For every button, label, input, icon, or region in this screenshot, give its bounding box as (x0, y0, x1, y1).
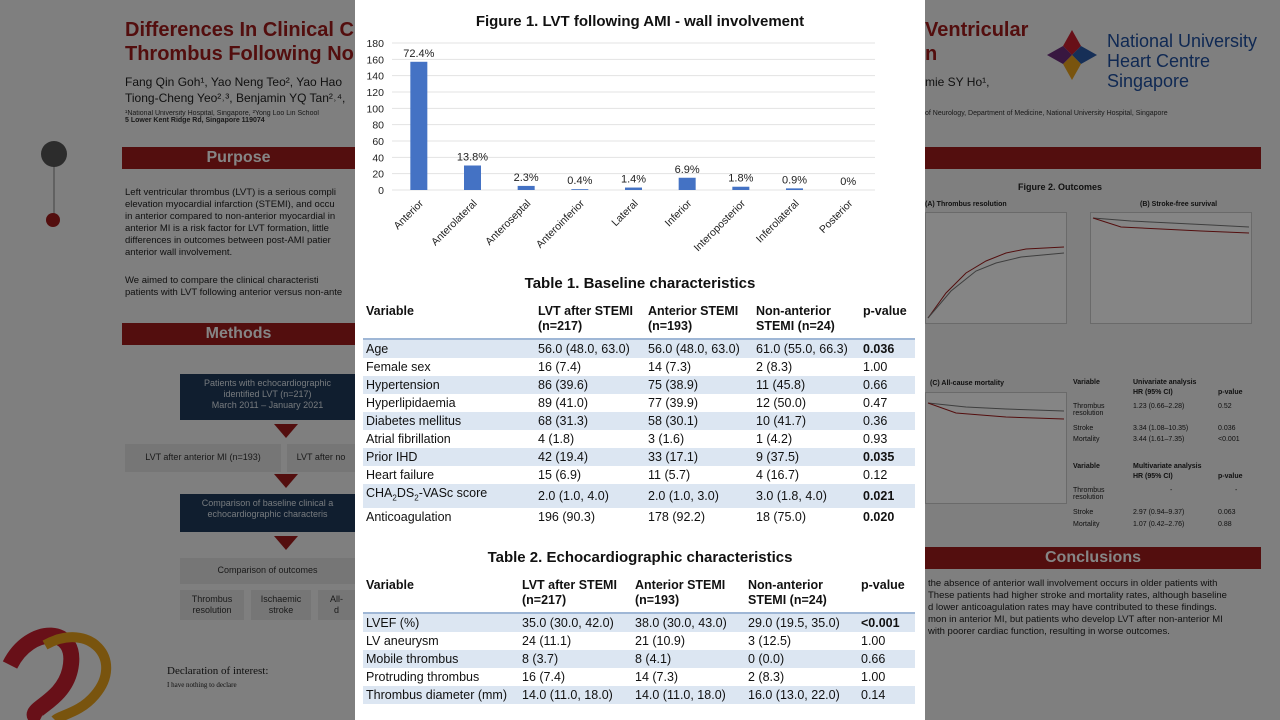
table1-header: Non-anterior STEMI (n=24) (756, 304, 835, 333)
bar-lateral (625, 188, 642, 190)
table-cell: 0.035 (863, 450, 895, 464)
figure2-c-label: (C) All-cause mortality (930, 380, 1005, 387)
table-cell: 14.0 (11.0, 18.0) (522, 688, 613, 702)
uni-header-variable: Variable (1073, 379, 1100, 386)
flow-box-line: March 2011 – January 2021 (211, 400, 324, 410)
table-cell: 3 (12.5) (748, 634, 792, 648)
flow-box-nonanterior: LVT after no (287, 444, 355, 472)
conclusions-line: These patients had higher stroke and mortality rates, although baseline (928, 590, 1227, 601)
table-cell: LV aneurysm (366, 634, 439, 648)
table-cell: 33 (17.1) (648, 450, 699, 464)
table2-header: LVT after STEMI (n=217) (522, 578, 617, 607)
y-tick-label: 180 (366, 38, 384, 50)
y-tick-label: 120 (366, 87, 384, 99)
uni-row-label: Mortality (1073, 436, 1100, 443)
table-cell-cha2ds2-vasc (363, 484, 535, 508)
table-cell: 12 (50.0) (756, 396, 807, 410)
table-cell: Hypertension (366, 378, 440, 392)
y-tick-label: 80 (372, 119, 384, 132)
y-tick-label: 140 (366, 70, 384, 83)
table-cell: 2 (8.3) (756, 360, 793, 374)
x-category-label: Interoposterior (691, 197, 748, 254)
table-cell: 0.036 (863, 342, 895, 356)
x-category-label: Anteroinferior (533, 197, 587, 251)
logo-line2: Heart Centre (1107, 51, 1211, 71)
table-cell: 0.47 (863, 396, 888, 410)
table-cell: Protruding thrombus (366, 670, 480, 684)
table-cell: 2 (8.3) (748, 670, 785, 684)
table-cell: 9 (37.5) (756, 450, 800, 464)
y-tick-label: 40 (372, 152, 384, 165)
table-cell: 1 (4.2) (756, 432, 793, 446)
multi-row-hr: - (1170, 487, 1173, 494)
table-cell: 21 (10.9) (635, 634, 686, 648)
flow-box-line: stroke (268, 605, 294, 615)
table-cell: 86 (39.6) (538, 378, 589, 392)
table2 (363, 578, 915, 704)
purpose-line: anterior wall involvement. (125, 247, 233, 258)
flow-box-line: identified LVT (n=217) (223, 389, 312, 399)
table-cell: 1.00 (861, 670, 886, 684)
multi-header-hr: HR (95% CI) (1133, 473, 1173, 480)
conclusions-line: d lower anticoagulation rates may have contributed to these findings. (928, 602, 1217, 613)
table-cell: Mobile thrombus (366, 652, 459, 666)
purpose-aim-line: patients with LVT following anterior versus non-ante (125, 287, 343, 298)
table-cell: 89 (41.0) (538, 396, 589, 410)
data-label: 0.4% (567, 175, 593, 188)
multi-row-label: Thrombus resolution (1073, 487, 1105, 501)
table-cell: 15 (6.9) (538, 468, 582, 482)
table-cell: 8 (4.1) (635, 652, 672, 666)
data-label: 0.9% (781, 174, 808, 187)
bar-anteroinferior (571, 189, 588, 190)
x-category-label: Anteroseptal (483, 197, 534, 248)
table-cell: 178 (92.2) (648, 509, 705, 524)
authors-left-line1: Fang Qin Goh¹, Yao Neng Teo², Yao Hao (125, 75, 343, 89)
table-row (363, 430, 915, 448)
data-label: 2.3% (513, 171, 539, 184)
figure1-bar-chart (355, 30, 925, 280)
table-row (363, 339, 915, 358)
cha-subscript: 2 (414, 493, 419, 503)
flow-box-line: Comparison of baseline clinical a (201, 498, 334, 508)
multi-row-hr: 1.07 (0.42–2.76) (1133, 521, 1185, 528)
data-label: 72.4% (403, 47, 435, 60)
table-cell: 3 (1.6) (648, 432, 685, 446)
table-cell: Diabetes mellitus (366, 414, 462, 428)
declaration-text: I have nothing to declare (167, 681, 237, 689)
uni-row-label: Stroke (1073, 425, 1094, 432)
table-cell: 3.0 (1.8, 4.0) (756, 488, 827, 503)
multi-row-label: Mortality (1073, 521, 1100, 528)
data-label: 6.9% (674, 163, 700, 176)
purpose-aim-line: We aimed to compare the clinical characteristi (125, 275, 319, 286)
table-cell: 24 (11.1) (522, 634, 572, 648)
multi-header-analysis: Multivariate analysis (1133, 463, 1202, 470)
table-cell: 58 (30.1) (648, 414, 699, 428)
table-cell: LVEF (%) (366, 616, 420, 630)
table2-title: Table 2. Echocardiographic characteristics (487, 549, 793, 566)
table-cell: 38.0 (30.0, 43.0) (635, 616, 727, 630)
table-cell: Hyperlipidaemia (366, 396, 456, 410)
table-row (363, 508, 915, 526)
uni-header-analysis: Univariate analysis (1133, 379, 1197, 386)
table-cell: 0.36 (863, 414, 888, 428)
affiliations-right: of Neurology, Department of Medicine, National University Hospital, Singapore (925, 110, 1168, 117)
uni-row-p: 0.036 (1218, 425, 1236, 432)
bar-anterior (410, 62, 427, 190)
uni-row-p: <0.001 (1218, 436, 1240, 443)
table-cell: 35.0 (30.0, 42.0) (522, 616, 614, 630)
table-cell: 4 (1.8) (538, 432, 575, 446)
conclusions-line: the absence of anterior wall involvement occurs in older patients with (928, 578, 1218, 589)
table-cell: 77 (39.9) (648, 396, 699, 410)
poster-title-right-line1: Ventricular (925, 19, 1029, 41)
x-category-label: Inferolateral (753, 197, 802, 246)
table-row (363, 686, 915, 704)
purpose-line: elevation myocardial infarction (STEMI), and occu (125, 199, 335, 210)
multi-header-p: p-value (1218, 473, 1243, 480)
uni-header-hr: HR (95% CI) (1133, 389, 1173, 396)
table-cell: 0 (0.0) (748, 652, 785, 666)
declaration-title: Declaration of interest: (167, 665, 269, 677)
table-cell: 56.0 (48.0, 63.0) (538, 342, 630, 356)
table-cell: 16 (7.4) (522, 670, 566, 684)
data-label: 13.8% (456, 151, 489, 164)
table-cell: 0.93 (863, 432, 888, 446)
table-cell: 2.0 (1.0, 3.0) (648, 488, 719, 503)
data-label: 1.4% (620, 173, 647, 186)
flow-box-line: resolution (192, 605, 232, 615)
table1-header: p-value (863, 304, 907, 318)
table1-header: Variable (366, 304, 414, 318)
y-tick-label: 20 (372, 168, 384, 181)
table-cell: 196 (90.3) (538, 509, 595, 524)
flow-box-anterior: LVT after anterior MI (n=193) (125, 444, 281, 472)
table1 (363, 304, 915, 526)
table1-header: LVT after STEMI (n=217) (538, 304, 633, 333)
cha-text: DS (396, 486, 415, 500)
multi-row-label: Stroke (1073, 509, 1094, 516)
table-cell: 4 (16.7) (756, 468, 800, 482)
bar-inferolateral (786, 188, 803, 190)
flow-box-line: d (333, 605, 339, 615)
purpose-line: in anterior compared to non-anterior myocardial in (125, 211, 336, 222)
table2-header: Non-anterior STEMI (n=24) (748, 578, 827, 607)
flow-box-line: Patients with echocardiographic (203, 378, 332, 388)
bar-anterolateral (464, 166, 481, 191)
bar-interoposterior (732, 187, 749, 190)
y-tick-label: 100 (366, 103, 384, 116)
table-cell: Thrombus diameter (mm) (366, 688, 507, 702)
multi-row-p: 0.063 (1218, 509, 1236, 516)
purpose-heading: Purpose (122, 147, 355, 169)
multi-row-p: 0.88 (1218, 521, 1232, 528)
x-category-label: Lateral (609, 197, 641, 229)
table-row (363, 412, 915, 430)
table1-header: Anterior STEMI (n=193) (648, 304, 739, 333)
table-cell: 75 (38.9) (648, 378, 699, 392)
y-tick-label: 160 (366, 54, 384, 67)
table-row (363, 632, 915, 650)
figure2-a-label: (A) Thrombus resolution (925, 201, 1007, 208)
table-cell: 42 (19.4) (538, 450, 589, 464)
data-label: 0% (840, 176, 857, 188)
table-cell: 8 (3.7) (522, 652, 559, 666)
multi-header-variable: Variable (1073, 463, 1100, 470)
table-cell: 16 (7.4) (538, 360, 582, 374)
table-row (363, 613, 915, 632)
table-cell: 14.0 (11.0, 18.0) (635, 688, 726, 702)
figure2-title: Figure 2. Outcomes (1018, 182, 1103, 192)
table-row (363, 466, 915, 484)
purpose-line: differences in outcomes between post-AMI patier (125, 235, 331, 246)
x-category-label: Anterior (391, 197, 426, 233)
table-row (363, 668, 915, 686)
conclusions-line: mon in anterior MI, but patients who develop LVT after non-anterior MI (928, 614, 1223, 625)
table-cell: 2.0 (1.0, 4.0) (538, 488, 609, 503)
figure2-b-label: (B) Stroke-free survival (1140, 201, 1218, 208)
table-cell: 14 (7.3) (635, 670, 679, 684)
flow-box-line: Ischaemic (260, 594, 302, 604)
table-cell: 0.66 (863, 378, 888, 392)
affiliations-left-line1: ¹National University Hospital, Singapore, ²Yong Loo Lin School (125, 110, 319, 117)
table2-header: Variable (366, 578, 414, 592)
table-cell: 68 (31.3) (538, 414, 589, 428)
table-cell: 11 (5.7) (648, 468, 691, 482)
cha-subscript: 2 (392, 493, 397, 503)
flow-box-line: echocardiographic characteris (207, 509, 328, 519)
conclusions-line: with poorer cardiac function, resulting in worse outcomes. (928, 626, 1170, 637)
cha-text: CHA (366, 486, 393, 500)
conclusions-heading: Conclusions (925, 547, 1261, 569)
uni-row-p: 0.52 (1218, 403, 1232, 410)
table-cell: Age (366, 342, 389, 356)
table1-header-row (363, 304, 915, 339)
authors-left-line2: Tiong-Cheng Yeo²˒³, Benjamin YQ Tan²˒⁴, (125, 91, 346, 105)
poster-title-right-line2: n (925, 43, 938, 65)
bar-anteroseptal (518, 186, 535, 190)
uni-header-p: p-value (1218, 389, 1243, 396)
table-cell: 14 (7.3) (648, 360, 692, 374)
affiliations-left-line2: 5 Lower Kent Ridge Rd, Singapore 119074 (125, 117, 265, 124)
purpose-line: Left ventricular thrombus (LVT) is a serious compli (125, 187, 337, 198)
table-cell: 29.0 (19.5, 35.0) (748, 616, 840, 630)
table-cell: 0.14 (861, 688, 886, 702)
table-cell: Prior IHD (366, 450, 418, 464)
authors-right: mie SY Ho¹, (925, 75, 990, 89)
table1-title: Table 1. Baseline characteristics (524, 275, 756, 292)
uni-row-label: Thrombus resolution (1073, 403, 1105, 417)
poster-title-left-line2: Thrombus Following No (125, 43, 354, 65)
table-cell: Heart failure (366, 468, 435, 482)
y-tick-label: 60 (372, 136, 384, 148)
table-row (363, 358, 915, 376)
table-cell: 0.021 (863, 488, 895, 503)
x-category-label: Posterior (817, 197, 856, 236)
table-cell: Atrial fibrillation (366, 432, 451, 446)
multi-row-p: - (1235, 487, 1238, 494)
table-cell: 0.12 (863, 468, 888, 482)
data-label: 1.8% (728, 172, 754, 185)
cha-text: -VASc score (418, 486, 488, 500)
table-row (363, 484, 915, 508)
table-cell: 61.0 (55.0, 66.3) (756, 342, 848, 356)
table-cell: Female sex (366, 360, 431, 374)
poster-title-left-line1: Differences In Clinical C (125, 19, 354, 41)
table-cell: 0.020 (863, 509, 895, 524)
uni-row-hr: 3.44 (1.61–7.35) (1133, 436, 1185, 443)
uni-row-hr: 3.34 (1.08–10.35) (1133, 425, 1189, 432)
table-row (363, 650, 915, 668)
table-cell: 56.0 (48.0, 63.0) (648, 342, 740, 356)
flow-box-outcomes: Comparison of outcomes (180, 558, 355, 584)
zoomed-panel (355, 0, 925, 720)
table-row (363, 394, 915, 412)
y-tick-label: 0 (378, 185, 384, 197)
table-cell: 0.66 (861, 652, 886, 666)
uni-row-hr: 1.23 (0.66–2.28) (1133, 403, 1185, 410)
flow-box-line: All- (330, 594, 343, 604)
table-cell: 11 (45.8) (756, 378, 806, 392)
table2-header: p-value (861, 578, 905, 592)
table-cell: 1.00 (863, 360, 888, 374)
table-cell: Anticoagulation (366, 509, 452, 524)
bar-inferior (679, 178, 696, 190)
flow-box-line: Thrombus (191, 594, 233, 604)
table-row (363, 376, 915, 394)
table-cell: 18 (75.0) (756, 509, 807, 524)
logo-line1: National University (1107, 31, 1258, 51)
x-category-label: Inferior (662, 197, 695, 230)
table2-header: Anterior STEMI (n=193) (635, 578, 726, 607)
methods-heading: Methods (122, 323, 355, 345)
table-cell: 1.00 (861, 634, 886, 648)
logo-line3: Singapore (1107, 71, 1190, 91)
table2-header-row (363, 578, 915, 613)
purpose-line: anterior MI is a risk factor for LVT formation, little (125, 223, 329, 234)
multi-row-hr: 2.97 (0.94–9.37) (1133, 509, 1185, 516)
table-cell: 16.0 (13.0, 22.0) (748, 688, 840, 702)
table-cell: <0.001 (861, 616, 900, 630)
x-category-label: Anterolateral (429, 197, 480, 249)
figure1-title: Figure 1. LVT following AMI - wall involvement (475, 13, 805, 30)
table-cell: 10 (41.7) (756, 414, 807, 428)
table-row (363, 448, 915, 466)
